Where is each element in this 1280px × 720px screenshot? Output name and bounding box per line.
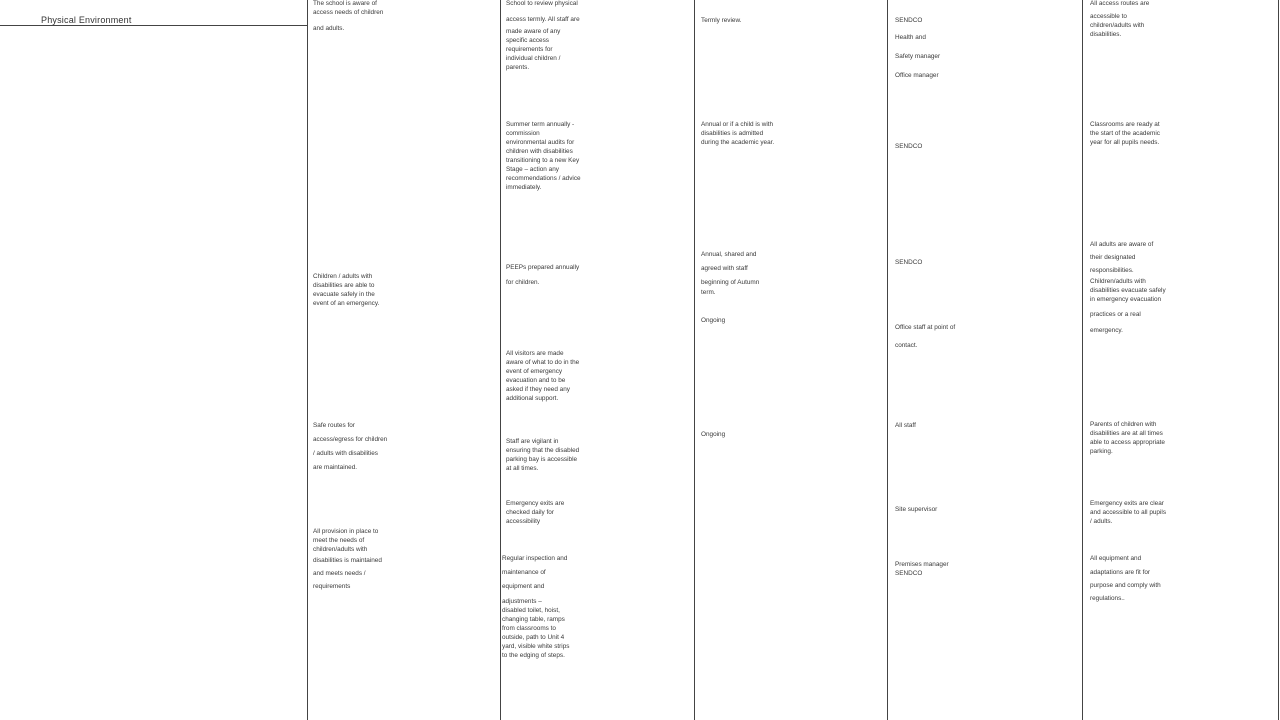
cell-line: children/adults with xyxy=(1090,22,1145,29)
cell-line: additional support. xyxy=(506,395,559,402)
cell-line: Stage – action any xyxy=(506,166,559,173)
cell-line: Safety manager xyxy=(895,53,941,60)
cell-line: regulations.. xyxy=(1090,595,1125,602)
cell-line: Health and xyxy=(895,34,926,41)
row-divider xyxy=(0,25,307,26)
cell-line: from classrooms to xyxy=(502,625,556,632)
outcome-cell xyxy=(313,421,387,472)
timescale-cell xyxy=(701,16,741,25)
cell-line: Summer term annually - xyxy=(506,121,575,128)
cell-line: access needs of children xyxy=(313,9,384,16)
cell-line: accessible to xyxy=(1090,13,1127,20)
cell-line: All staff xyxy=(895,422,916,429)
timescale-cell xyxy=(701,430,725,439)
cell-line: practices or a real xyxy=(1090,311,1141,318)
cell-line: access/egress for children xyxy=(313,436,388,443)
action-cell xyxy=(506,499,564,526)
cell-line: Ongoing xyxy=(701,431,726,438)
lead-cell xyxy=(895,421,916,430)
lead-cell xyxy=(895,16,940,80)
action-cell xyxy=(506,0,580,72)
cell-line: at all times. xyxy=(506,465,539,472)
cell-line: disabled toilet, hoist, xyxy=(502,607,560,614)
success-cell xyxy=(1090,120,1160,147)
cell-line: All provision in place to xyxy=(313,528,379,535)
cell-line: emergency. xyxy=(1090,327,1123,334)
cell-line: evacuation and to be xyxy=(506,377,566,384)
cell-line: Termly review. xyxy=(701,17,742,24)
cell-line: SENDCO xyxy=(895,259,923,266)
timescale-cell xyxy=(701,250,759,297)
cell-line: able to access appropriate xyxy=(1090,439,1165,446)
cell-line: / adults with disabilities xyxy=(313,450,379,457)
cell-line: children with disabilities xyxy=(506,148,573,155)
column-divider xyxy=(1082,0,1083,720)
cell-line: disabilities are able to xyxy=(313,282,375,289)
cell-line: Children/adults with xyxy=(1090,278,1146,285)
cell-line: School to review physical xyxy=(506,0,578,7)
action-cell xyxy=(506,437,579,473)
lead-cell xyxy=(895,560,949,578)
cell-line: ensuring that the disabled xyxy=(506,447,580,454)
cell-line: their designated xyxy=(1090,254,1136,261)
cell-line: are maintained. xyxy=(313,464,358,471)
cell-line: Annual or if a child is with xyxy=(701,121,774,128)
cell-line: All visitors are made xyxy=(506,350,564,357)
cell-line: maintenance of xyxy=(502,569,546,576)
cell-line: children/adults with xyxy=(313,546,368,553)
cell-line: SENDCO xyxy=(895,143,923,150)
cell-line: responsibilities. xyxy=(1090,267,1134,274)
success-cell xyxy=(1090,554,1161,603)
cell-line: Office manager xyxy=(895,72,939,79)
cell-line: the start of the academic xyxy=(1090,130,1160,137)
column-divider xyxy=(500,0,501,720)
cell-line: changing table, ramps xyxy=(502,616,565,623)
action-cell xyxy=(502,554,569,660)
cell-line: SENDCO xyxy=(895,17,923,24)
cell-line: Regular inspection and xyxy=(502,555,568,562)
cell-line: to the edging of steps. xyxy=(502,652,565,659)
cell-line: / adults. xyxy=(1090,518,1113,525)
cell-line: disabilities are at all times xyxy=(1090,430,1163,437)
cell-line: Classrooms are ready at xyxy=(1090,121,1160,128)
cell-line: Staff are vigilant in xyxy=(506,438,559,445)
cell-line: All access routes are xyxy=(1090,0,1150,7)
cell-line: Emergency exits are clear xyxy=(1090,500,1164,507)
cell-line: purpose and comply with xyxy=(1090,582,1161,589)
action-cell xyxy=(506,120,581,192)
cell-line: commission xyxy=(506,130,540,137)
cell-line: beginning of Autumn xyxy=(701,279,760,286)
cell-line: disabilities evacuate safely xyxy=(1090,287,1166,294)
cell-line: event of an emergency. xyxy=(313,300,380,307)
cell-line: yard, visible white strips xyxy=(502,643,570,650)
success-cell xyxy=(1090,240,1166,335)
column-divider xyxy=(694,0,695,720)
cell-line: made aware of any xyxy=(506,28,561,35)
cell-line: asked if they need any xyxy=(506,386,570,393)
cell-line: and meets needs / xyxy=(313,570,366,577)
cell-line: Premises manager xyxy=(895,561,949,568)
timescale-cell xyxy=(701,120,774,147)
cell-line: individual children / xyxy=(506,55,561,62)
cell-line: checked daily for xyxy=(506,509,554,516)
column-divider xyxy=(307,0,308,720)
cell-line: adaptations are fit for xyxy=(1090,569,1151,576)
cell-line: Ongoing xyxy=(701,317,726,324)
cell-line: Children / adults with xyxy=(313,273,373,280)
cell-line: PEEPs prepared annually xyxy=(506,264,580,271)
cell-line: and accessible to all pupils xyxy=(1090,509,1167,516)
cell-line: Emergency exits are xyxy=(506,500,565,507)
cell-line: during the academic year. xyxy=(701,139,775,146)
cell-line: specific access xyxy=(506,37,549,44)
cell-line: contact. xyxy=(895,342,918,349)
success-cell xyxy=(1090,499,1166,526)
cell-line: Annual, shared and xyxy=(701,251,757,258)
column-divider xyxy=(887,0,888,720)
timescale-cell xyxy=(701,316,725,325)
cell-line: All adults are aware of xyxy=(1090,241,1154,248)
lead-cell xyxy=(895,258,922,267)
action-cell xyxy=(506,263,579,287)
cell-line: meet the needs of xyxy=(313,537,365,544)
cell-line: equipment and xyxy=(502,583,545,590)
outcome-cell xyxy=(313,272,379,308)
cell-line: accessibility xyxy=(506,518,541,525)
cell-line: Office staff at point of xyxy=(895,324,956,331)
success-cell xyxy=(1090,420,1165,456)
lead-cell xyxy=(895,323,955,350)
cell-line: aware of what to do in the xyxy=(506,359,580,366)
cell-line: term. xyxy=(701,289,716,296)
cell-line: event of emergency xyxy=(506,368,563,375)
cell-line: parking bay is accessible xyxy=(506,456,578,463)
cell-line: requirements xyxy=(313,583,351,590)
cell-line: and adults. xyxy=(313,25,345,32)
cell-line: agreed with staff xyxy=(701,265,748,272)
cell-line: disabilities is maintained xyxy=(313,557,382,564)
action-cell xyxy=(506,349,579,403)
cell-line: for children. xyxy=(506,279,540,286)
outcome-cell xyxy=(313,527,382,591)
cell-line: Safe routes for xyxy=(313,422,355,429)
cell-line: Site supervisor xyxy=(895,506,938,513)
cell-line: access termly. All staff are xyxy=(506,16,580,23)
cell-line: requirements for xyxy=(506,46,553,53)
cell-line: parking. xyxy=(1090,448,1113,455)
cell-line: evacuate safely in the xyxy=(313,291,375,298)
outcome-cell xyxy=(313,0,383,33)
lead-cell xyxy=(895,505,937,514)
cell-line: parents. xyxy=(506,64,530,71)
cell-line: transitioning to a new Key xyxy=(506,157,580,164)
column-divider xyxy=(1278,0,1279,720)
cell-line: in emergency evacuation xyxy=(1090,296,1162,303)
cell-line: year for all pupils needs. xyxy=(1090,139,1160,146)
cell-line: Parents of children with xyxy=(1090,421,1157,428)
cell-line: outside, path to Unit 4 xyxy=(502,634,565,641)
cell-line: All equipment and xyxy=(1090,555,1142,562)
lead-cell xyxy=(895,142,922,151)
cell-line: immediately. xyxy=(506,184,542,191)
cell-line: The school is aware of xyxy=(313,0,377,7)
success-cell xyxy=(1090,0,1149,39)
cell-line: disabilities. xyxy=(1090,31,1122,38)
cell-line: recommendations / advice xyxy=(506,175,581,182)
cell-line: environmental audits for xyxy=(506,139,575,146)
cell-line: adjustments – xyxy=(502,598,542,605)
cell-line: disabilities is admitted xyxy=(701,130,764,137)
cell-line: SENDCO xyxy=(895,570,923,577)
section-heading: Physical Environment xyxy=(41,15,132,25)
